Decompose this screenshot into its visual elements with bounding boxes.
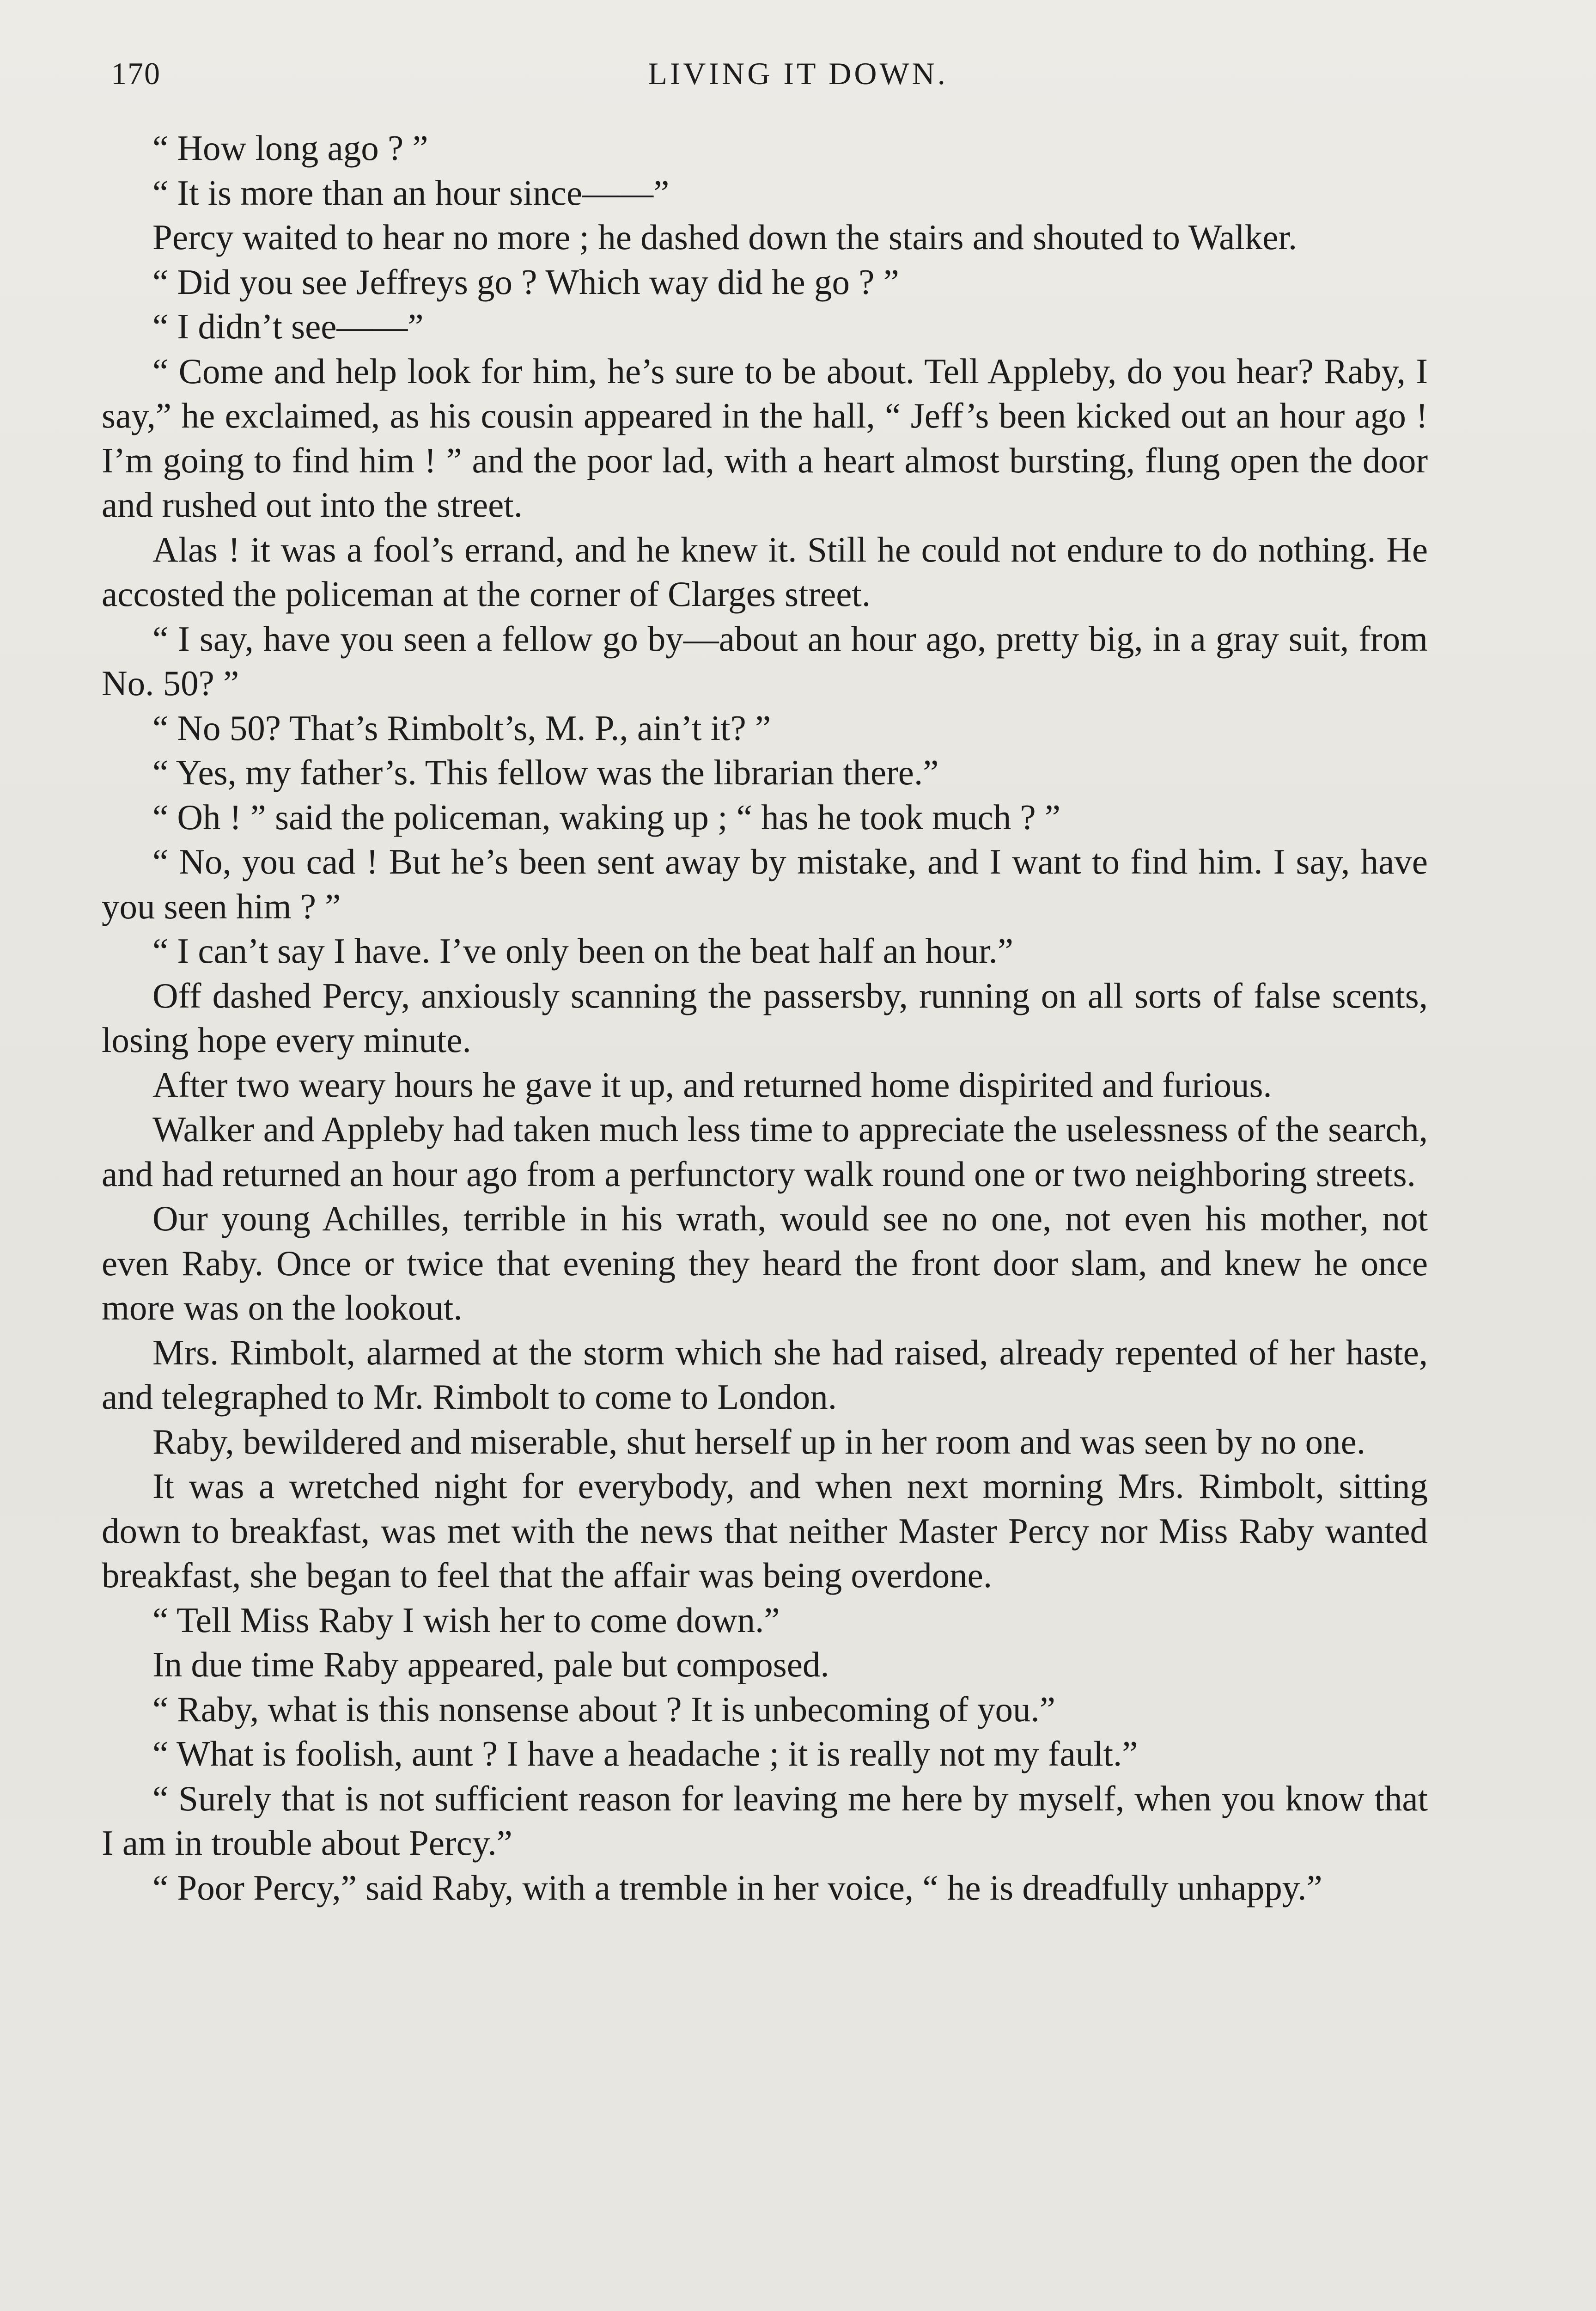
paragraph: Walker and Appleby had taken much less time to appreciate the uselessness of the search, and had returned an hour ago from a perfunctory walk round one or two neighboring streets. — [102, 1109, 1428, 1194]
paragraph: “ I didn’t see——” — [152, 306, 424, 346]
page-header — [111, 55, 1485, 106]
paragraph: “ Tell Miss Raby I wish her to come down.” — [152, 1600, 780, 1640]
paragraph: “ No 50? That’s Rimbolt’s, M. P., ain’t it? ” — [152, 708, 771, 748]
paragraph: It was a wretched night for everybody, and when next morning Mrs. Rimbolt, sitting down to breakfast, was met with the news that neither Master Percy nor Miss Raby wanted breakfast, she began to feel that the affair was being overdone. — [102, 1466, 1428, 1595]
paragraph: Alas ! it was a fool’s errand, and he knew it. Still he could not endure to do nothing. He accosted the policeman at the corner of Clarges street. — [102, 529, 1428, 614]
paragraph: Off dashed Percy, anxiously scanning the passersby, running on all sorts of false scents, losing hope every minute. — [102, 975, 1428, 1060]
paragraph: Our young Achilles, terrible in his wrath, would see no one, not even his mother, not even Raby. Once or twice that evening they heard the front door slam, and knew he once more was on the lookout. — [102, 1198, 1428, 1327]
paragraph: “ Come and help look for him, he’s sure to be about. Tell Appleby, do you hear? Raby, I say,” he exclaimed, as his cousin appeared in the hall, “ Jeff’s been kicked out an hour ago ! I’m going to find him ! ” and the poor lad, with a heart almost bursting, flung open the door and rushed out into the street. — [102, 351, 1428, 525]
paragraph: Raby, bewildered and miserable, shut herself up in her room and was seen by no one. — [152, 1421, 1366, 1461]
paragraph: “ Yes, my father’s. This fellow was the librarian there.” — [152, 752, 939, 792]
paragraph: “ I can’t say I have. I’ve only been on the beat half an hour.” — [152, 931, 1013, 971]
paragraph: In due time Raby appeared, pale but composed. — [152, 1645, 829, 1684]
paragraph: “ Poor Percy,” said Raby, with a tremble in her voice, “ he is dreadfully unhappy.” — [152, 1867, 1322, 1907]
paragraph: After two weary hours he gave it up, and returned home dispirited and furious. — [152, 1064, 1272, 1105]
paragraph: “ Surely that is not sufficient reason for leaving me here by myself, when you know that I am in trouble about Percy.” — [102, 1778, 1428, 1863]
body-text — [102, 126, 1428, 1910]
running-head: LIVING IT DOWN. — [648, 56, 948, 91]
paragraph: Mrs. Rimbolt, alarmed at the storm which she had raised, already repented of her haste, and telegraphed to Mr. Rimbolt to come to London. — [102, 1332, 1428, 1417]
paragraph: “ It is more than an hour since——” — [152, 172, 670, 213]
paragraph: “ Oh ! ” said the policeman, waking up ; “ has he took much ? ” — [152, 797, 1061, 837]
paragraph: “ What is foolish, aunt ? I have a headache ; it is really not my fault.” — [152, 1734, 1138, 1773]
paragraph: “ How long ago ? ” — [152, 128, 428, 168]
paragraph: “ Did you see Jeffreys go ? Which way did he go ? ” — [152, 262, 899, 302]
paragraph: Percy waited to hear no more ; he dashed down the stairs and shouted to Walker. — [152, 217, 1298, 257]
paragraph: “ I say, have you seen a fellow go by—about an hour ago, pretty big, in a gray suit, from No. 50? ” — [102, 618, 1428, 703]
page-number: 170 — [111, 56, 161, 91]
paragraph: “ Raby, what is this nonsense about ? It is unbecoming of you.” — [152, 1689, 1055, 1729]
paragraph: “ No, you cad ! But he’s been sent away by mistake, and I want to find him. I say, have you seen him ? ” — [102, 842, 1428, 926]
